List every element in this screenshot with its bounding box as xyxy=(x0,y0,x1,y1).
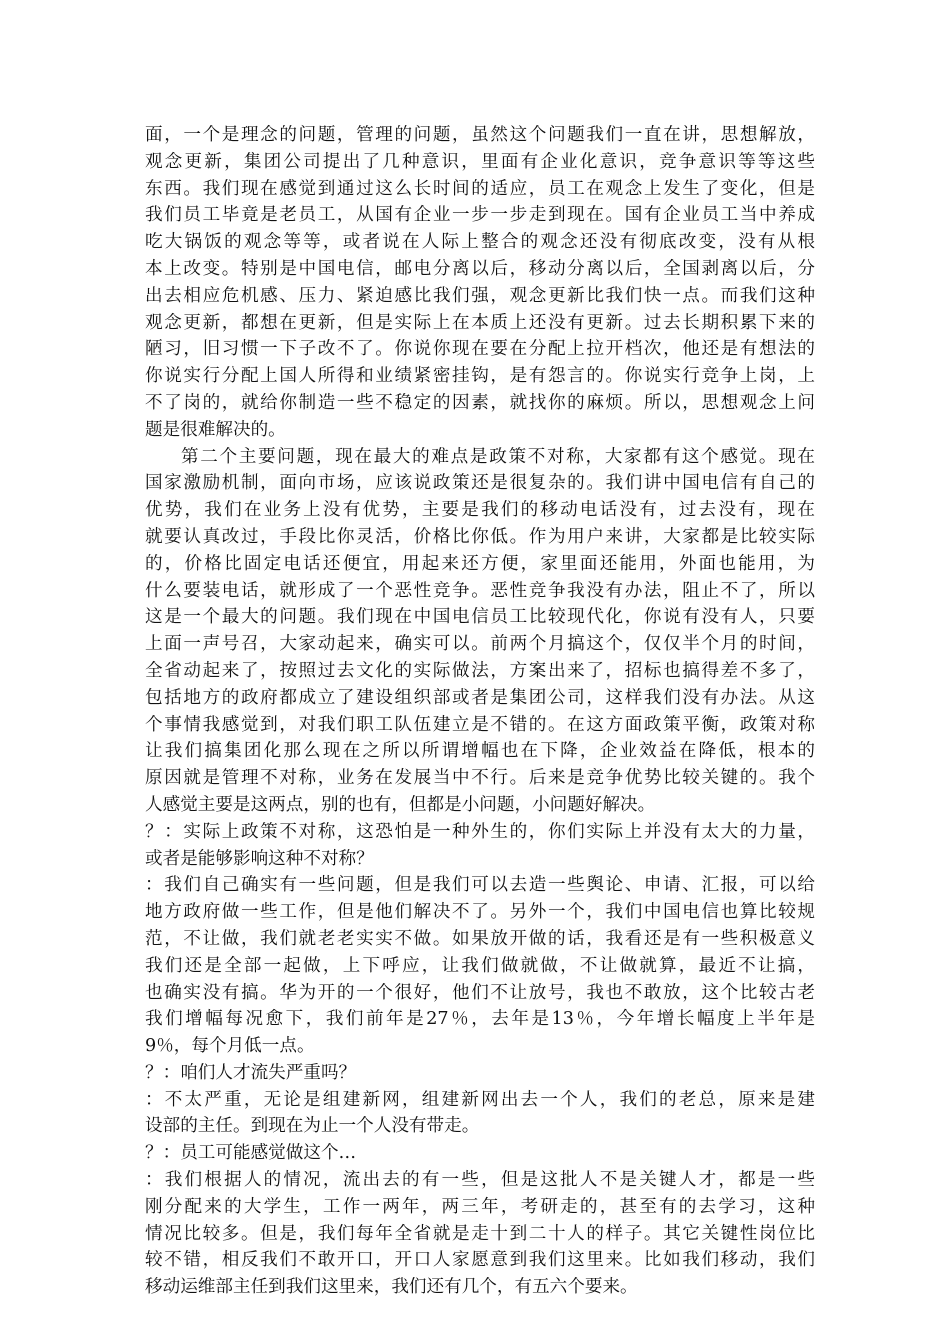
text-line: 我们增幅每况愈下，我们前年是27％，去年是13％，今年增长幅度上半年是 xyxy=(145,1009,815,1030)
text-line: 这是一个最大的问题。我们现在中国电信员工比较现代化，你说有没有人，只要 xyxy=(145,607,815,628)
text-line: 观念更新，都想在更新，但是实际上在本质上还没有更新。过去长期积累下来的 xyxy=(145,312,815,333)
text-line: 也确实没有搞。华为开的一个很好，他们不让放号，我也不敢放，这个比较古老 xyxy=(145,982,815,1003)
text-line: 上面一声号召，大家动起来，确实可以。前两个月搞这个，仅仅半个月的时间， xyxy=(145,634,815,655)
text-line: 范，不让做，我们就老老实实不做。如果放开做的话，我看还是有一些积极意义 xyxy=(145,928,815,949)
text-line: 国家激励机制，面向市场，应该说政策还是很复杂的。我们讲中国电信有自己的 xyxy=(145,473,815,494)
text-line: ：不太严重，无论是组建新网，组建新网出去一个人，我们的老总，原来是建 xyxy=(145,1089,815,1110)
text-line: 题是很难解决的。 xyxy=(145,419,286,440)
text-line: 我们员工毕竟是老员工，从国有企业一步一步走到现在。国有企业员工当中养成 xyxy=(145,205,815,226)
text-line: 陋习，旧习惯一下子改不了。你说你现在要在分配上拉开档次，他还是有想法的 xyxy=(145,339,815,360)
text-line: 你说实行分配上国人所得和业绩紧密挂钩，是有怨言的。你说实行竞争上岗，上 xyxy=(145,366,815,387)
text-line: 设部的主任。到现在为止一个人没有带走。 xyxy=(145,1116,480,1137)
text-line: 地方政府做一些工作，但是他们解决不了。另外一个，我们中国电信也算比较规 xyxy=(145,902,815,923)
text-line: 原因就是管理不对称，业务在发展当中不行。后来是竞争优势比较关键的。我个 xyxy=(145,768,815,789)
text-line: 就要认真改过，手段比你灵活，价格比你低。作为用户来讲，大家都是比较实际 xyxy=(145,526,815,547)
text-line: 全省动起来了，按照过去文化的实际做法，方案出来了，招标也搞得差不多了， xyxy=(145,660,815,681)
text-line: 情况比较多。但是，我们每年全省就是走十到二十人的样子。其它关键性岗位比 xyxy=(145,1223,815,1244)
text-line: 较不错，相反我们不敢开口，开口人家愿意到我们这里来。比如我们移动，我们 xyxy=(145,1250,815,1271)
text-line: 东西。我们现在感觉到通过这么长时间的适应，员工在观念上发生了变化，但是 xyxy=(145,178,815,199)
text-line: ？：员工可能感觉做这个… xyxy=(145,1143,357,1164)
text-line: 的，价格比固定电话还便宜，用起来还方便，家里面还能用，外面也能用，为 xyxy=(145,553,815,574)
text-line: ：我们自己确实有一些问题，但是我们可以去造一些舆论、申请、汇报，可以给 xyxy=(145,875,815,896)
text-line: 不了岗的，就给你制造一些不稳定的因素，就找你的麻烦。所以，思想观念上问 xyxy=(145,392,815,413)
text-line: 我们还是全部一起做，上下呼应，让我们做就做，不让做就算，最近不让搞， xyxy=(145,955,815,976)
text-line: 人感觉主要是这两点，别的也有，但都是小问题，小问题好解决。 xyxy=(145,794,656,815)
text-line: 本上改变。特别是中国电信，邮电分离以后，移动分离以后，全国剥离以后，分 xyxy=(145,258,815,279)
text-line: 吃大锅饭的观念等等，或者说在人际上整合的观念还没有彻底改变，没有从根 xyxy=(145,232,815,253)
text-line: 9％，每个月低一点。 xyxy=(145,1036,315,1057)
text-line: 优势，我们在业务上没有优势，主要是我们的移动电话没有，过去没有，现在 xyxy=(145,500,815,521)
document-body xyxy=(145,122,815,1301)
text-line: 什么要装电话，就形成了一个恶性竞争。恶性竞争我没有办法，阻止不了，所以 xyxy=(145,580,815,601)
text-line: 包括地方的政府都成立了建设组织部或者是集团公司，这样我们没有办法。从这 xyxy=(145,687,815,708)
text-line: ？：实际上政策不对称，这恐怕是一种外生的，你们实际上并没有太大的力量， xyxy=(145,821,815,842)
text-line: ？：咱们人才流失严重吗？ xyxy=(145,1062,357,1083)
text-line: ：我们根据人的情况，流出去的有一些，但是这批人不是关键人才，都是一些 xyxy=(145,1170,815,1191)
text-line: 个事情我感觉到，对我们职工队伍建立是不错的。在这方面政策平衡，政策对称 xyxy=(145,714,815,735)
text-line: 或者是能够影响这种不对称？ xyxy=(145,848,374,869)
text-line: 让我们搞集团化那么现在之所以所谓增幅也在下降，企业效益在降低，根本的 xyxy=(145,741,815,762)
text-line: 移动运维部主任到我们这里来，我们还有几个，有五六个要来。 xyxy=(145,1277,638,1298)
text-line: 面，一个是理念的问题，管理的问题，虽然这个问题我们一直在讲，思想解放， xyxy=(145,125,815,145)
text-line: 刚分配来的大学生，工作一两年，两三年，考研走的，甚至有的去学习，这种 xyxy=(145,1196,815,1217)
text-line: 第二个主要问题，现在最大的难点是政策不对称，大家都有这个感觉。现在 xyxy=(181,446,815,467)
text-line: 观念更新，集团公司提出了几种意识，里面有企业化意识，竞争意识等等这些 xyxy=(145,151,815,172)
text-line: 出去相应危机感、压力、紧迫感比我们强，观念更新比我们快一点。而我们这种 xyxy=(145,285,815,306)
